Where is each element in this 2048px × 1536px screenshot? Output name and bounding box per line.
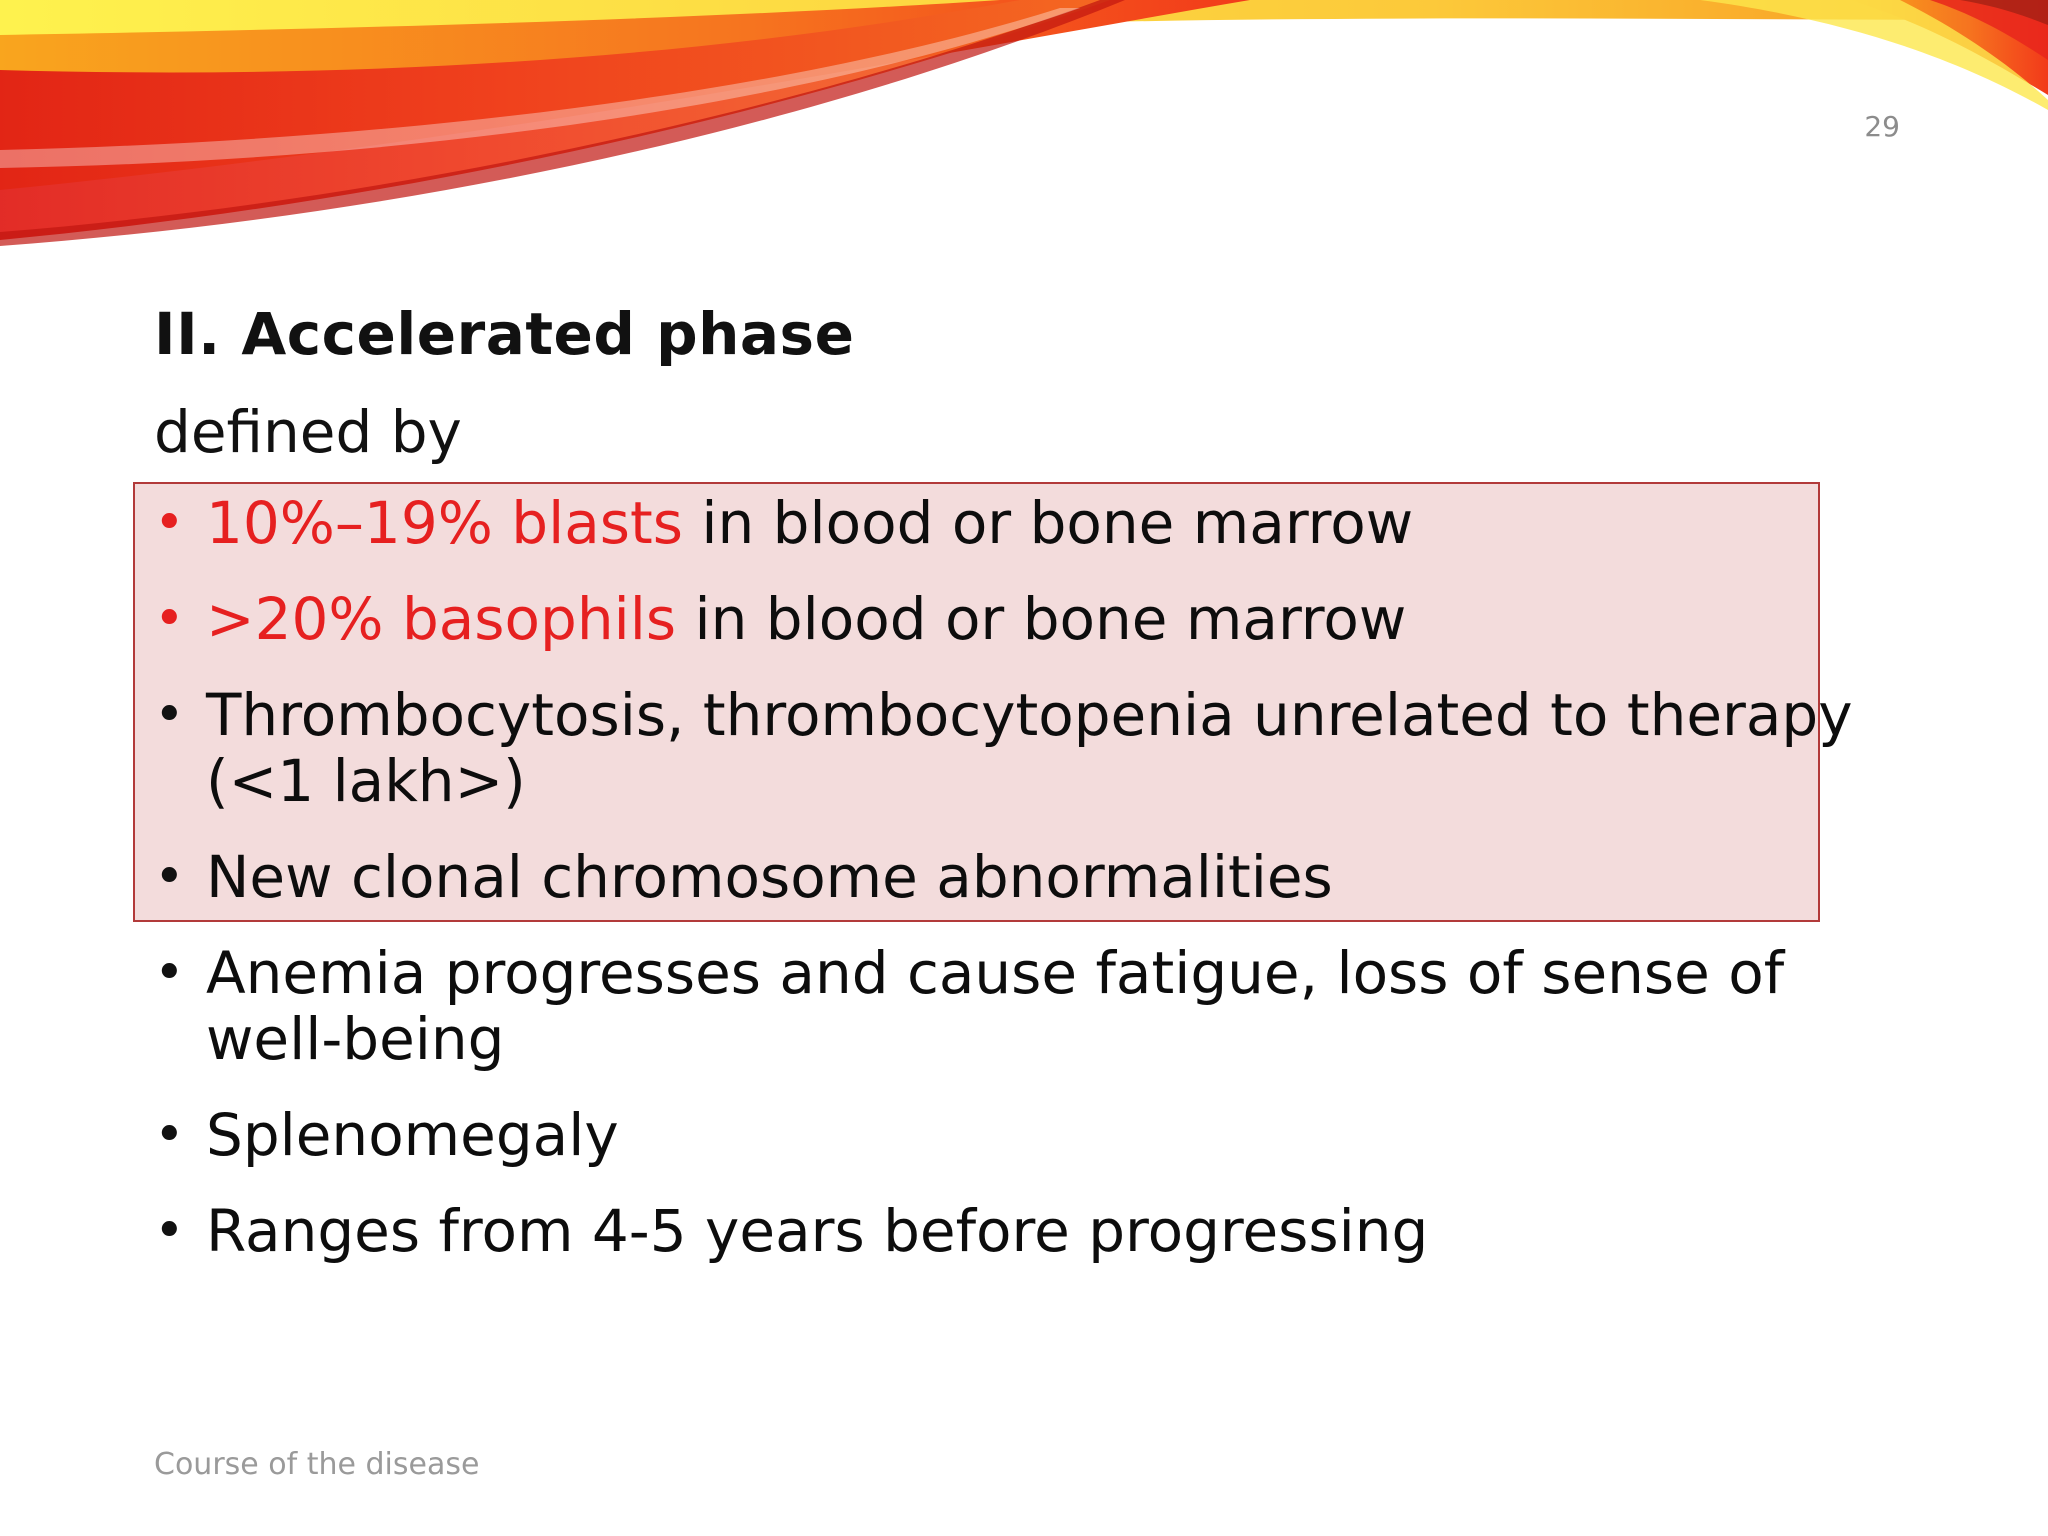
bullet-item-anemia <box>154 940 1874 1072</box>
bullet-item-ranges <box>154 1198 1874 1264</box>
bullet-text: Splenomegaly <box>206 1101 619 1169</box>
bullet-text: Ranges from 4-5 years before progressing <box>206 1197 1429 1265</box>
bullet-text: Anemia progresses and cause fatigue, loss of sense of well-being <box>206 939 1785 1073</box>
bullet-text: in blood or bone marrow <box>676 585 1407 653</box>
bullet-item-thrombocytosis <box>154 682 1874 814</box>
decorative-swoosh-banner <box>0 0 2048 260</box>
bullet-highlight: 10%–19% blasts <box>206 489 683 557</box>
bullet-item-basophils <box>154 586 1874 652</box>
bullet-item-blasts <box>154 490 1874 556</box>
bullet-text: Thrombocytosis, thrombocytopenia unrelated to therapy (<1 lakh>) <box>206 681 1853 815</box>
bullet-item-splenomegaly <box>154 1102 1874 1168</box>
bullet-text: in blood or bone marrow <box>682 489 1414 557</box>
bullet-item-chromosome <box>154 844 1874 910</box>
slide-footer: Course of the disease <box>154 1447 480 1482</box>
bullet-list <box>154 490 1874 1294</box>
slide-number: 29 <box>1864 110 1900 143</box>
bullet-highlight: >20% basophils <box>206 585 677 653</box>
slide-subtitle: defined by <box>154 398 462 466</box>
bullet-text: New clonal chromosome abnormalities <box>206 843 1333 911</box>
slide-title: II. Accelerated phase <box>154 300 855 368</box>
